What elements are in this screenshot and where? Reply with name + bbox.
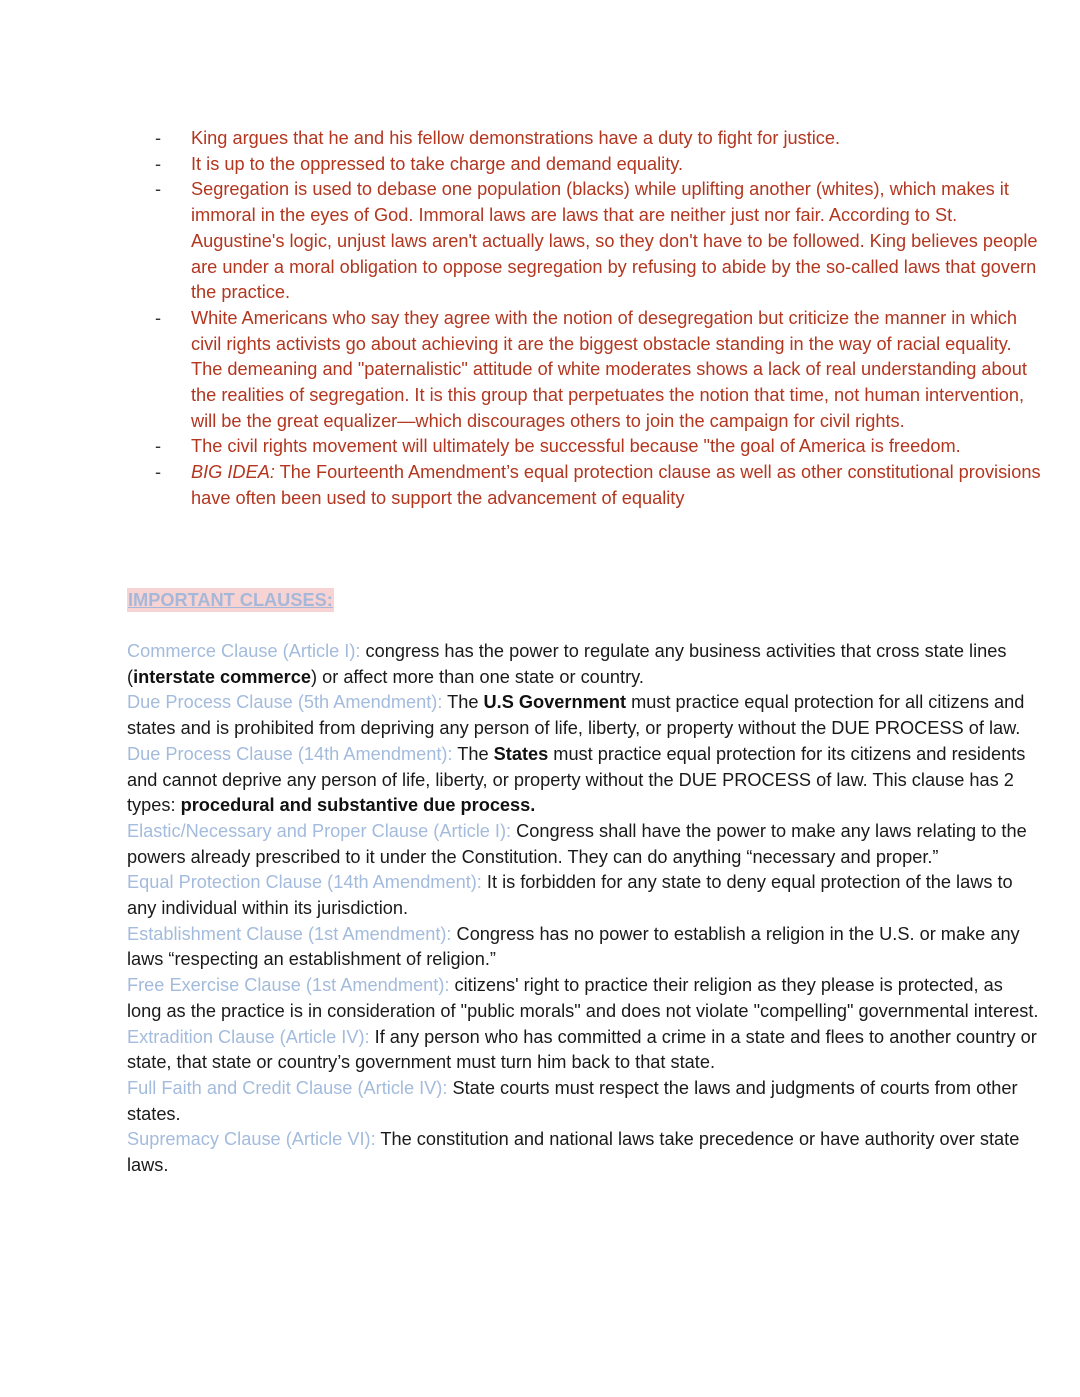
clause-due-process-14th bbox=[127, 742, 1042, 819]
clause-commerce bbox=[127, 639, 1042, 690]
clause-text: It is forbidden for any state to deny equal protection of the laws to any individual within its jurisdiction. bbox=[127, 872, 1013, 919]
bullet-dash: - bbox=[155, 436, 162, 457]
bullet-dash: - bbox=[155, 128, 162, 148]
bullet-dash: - bbox=[155, 153, 162, 174]
list-item bbox=[155, 126, 1045, 152]
clause-bold-text: States bbox=[493, 743, 549, 764]
notes-bullet-list bbox=[155, 126, 1045, 512]
clause-term: Supremacy Clause (Article VI): bbox=[127, 1129, 376, 1150]
bullet-text: Segregation is used to debase one population (blacks) while uplifting another (whites), which makes it immoral in the eyes of God. Immoral laws are laws that are neither just nor fair. According to St. Augustine's logic, unjust laws aren't actually laws, so they don't have to be followed. King believes people are under a moral obligation to oppose segregation by refusing to abide by the so-called laws that govern the practice. bbox=[191, 179, 1038, 303]
bullet-dash: - bbox=[155, 462, 162, 483]
clause-bold-text: procedural and substantive due process. bbox=[180, 795, 536, 816]
clause-term: Elastic/Necessary and Proper Clause (Article I): bbox=[127, 820, 512, 841]
clause-text: The bbox=[452, 743, 494, 764]
clause-text: State courts must respect the laws and judgments of courts from other states. bbox=[127, 1077, 1018, 1124]
clause-text: congress has the power to regulate any business activities that cross state lines ( bbox=[127, 641, 1007, 687]
clause-text: citizens' right to practice their religion as they please is protected, as long as the practice is in consideration of "public morals" and does not violate "compelling" governmental interest. bbox=[127, 975, 1039, 1021]
bullet-dash: - bbox=[155, 307, 162, 328]
bullet-text: King argues that he and his fellow demonstrations have a duty to fight for justice. bbox=[191, 128, 841, 148]
clause-text: The constitution and national laws take precedence or have authority over state laws. bbox=[127, 1129, 1020, 1176]
clause-bold-text: U.S Government bbox=[483, 692, 627, 713]
bullet-text: It is up to the oppressed to take charge and demand equality. bbox=[191, 153, 684, 174]
big-idea-label: BIG IDEA: bbox=[191, 462, 275, 483]
clause-elastic bbox=[127, 819, 1042, 870]
clause-term: Free Exercise Clause (1st Amendment): bbox=[127, 975, 450, 996]
clause-term: Extradition Clause (Article IV): bbox=[127, 1026, 370, 1047]
section-heading-important-clauses: IMPORTANT CLAUSES: bbox=[128, 590, 333, 610]
clause-term: Equal Protection Clause (14th Amendment): bbox=[127, 872, 482, 893]
bullet-text: White Americans who say they agree with the notion of desegregation but criticize the manner in which civil rights activists go about achieving it are the biggest obstacle standing in the way of racial equality. The demeaning and "paternalistic" attitude of white moderates shows a lack of real understanding about the realities of segregation. It is this group that perpetuates the notion that time, not human intervention, will be the great equalizer—which discourages others to join the campaign for civil rights. bbox=[191, 307, 1027, 431]
clause-text: If any person who has committed a crime in a state and flees to another country or state, that state or country’s government must turn him back to that state. bbox=[127, 1026, 1037, 1073]
clause-full-faith-credit bbox=[127, 1076, 1042, 1127]
list-item bbox=[155, 152, 1045, 178]
clause-equal-protection bbox=[127, 870, 1042, 921]
clause-text: must practice equal protection for its citizens and residents and cannot deprive any person of life, liberty, or property without the DUE PROCESS of law. This clause has 2 types: bbox=[127, 743, 1026, 816]
bullet-dash: - bbox=[155, 179, 162, 200]
clause-term: Full Faith and Credit Clause (Article IV): bbox=[127, 1077, 448, 1098]
clause-supremacy bbox=[127, 1127, 1042, 1178]
clause-term: Establishment Clause (1st Amendment): bbox=[127, 923, 452, 944]
clause-text: ) or affect more than one state or country. bbox=[310, 666, 644, 687]
big-idea-text: The Fourteenth Amendment’s equal protection clause as well as other constitutional provisions have often been used to support the advancement of equality bbox=[191, 462, 1041, 508]
clause-term: Commerce Clause (Article I): bbox=[127, 641, 361, 661]
clause-term: Due Process Clause (5th Amendment): bbox=[127, 692, 443, 713]
clause-extradition bbox=[127, 1025, 1042, 1076]
clause-due-process-5th bbox=[127, 690, 1042, 741]
clause-text: must practice equal protection for all citizens and states and is prohibited from depriving any person of life, liberty, or property without the DUE PROCESS of law. bbox=[127, 692, 1025, 739]
clause-establishment bbox=[127, 922, 1042, 973]
list-item bbox=[155, 306, 1045, 435]
list-item-big-idea bbox=[155, 460, 1045, 511]
clause-term: Due Process Clause (14th Amendment): bbox=[127, 743, 453, 764]
bullet-text: The civil rights movement will ultimately be successful because "the goal of America is freedom. bbox=[191, 436, 961, 457]
clause-bold-text: interstate commerce bbox=[133, 666, 311, 687]
clause-text: The bbox=[442, 692, 484, 713]
list-item bbox=[155, 177, 1045, 306]
clause-text: Congress has no power to establish a religion in the U.S. or make any laws “respecting an establishment of religion.” bbox=[127, 923, 1020, 970]
clauses-list bbox=[127, 639, 1042, 1179]
list-item bbox=[155, 434, 1045, 460]
clause-free-exercise bbox=[127, 973, 1042, 1024]
clause-text: Congress shall have the power to make any laws relating to the powers already prescribed to it under the Constitution. They can do anything “necessary and proper.” bbox=[127, 820, 1027, 867]
